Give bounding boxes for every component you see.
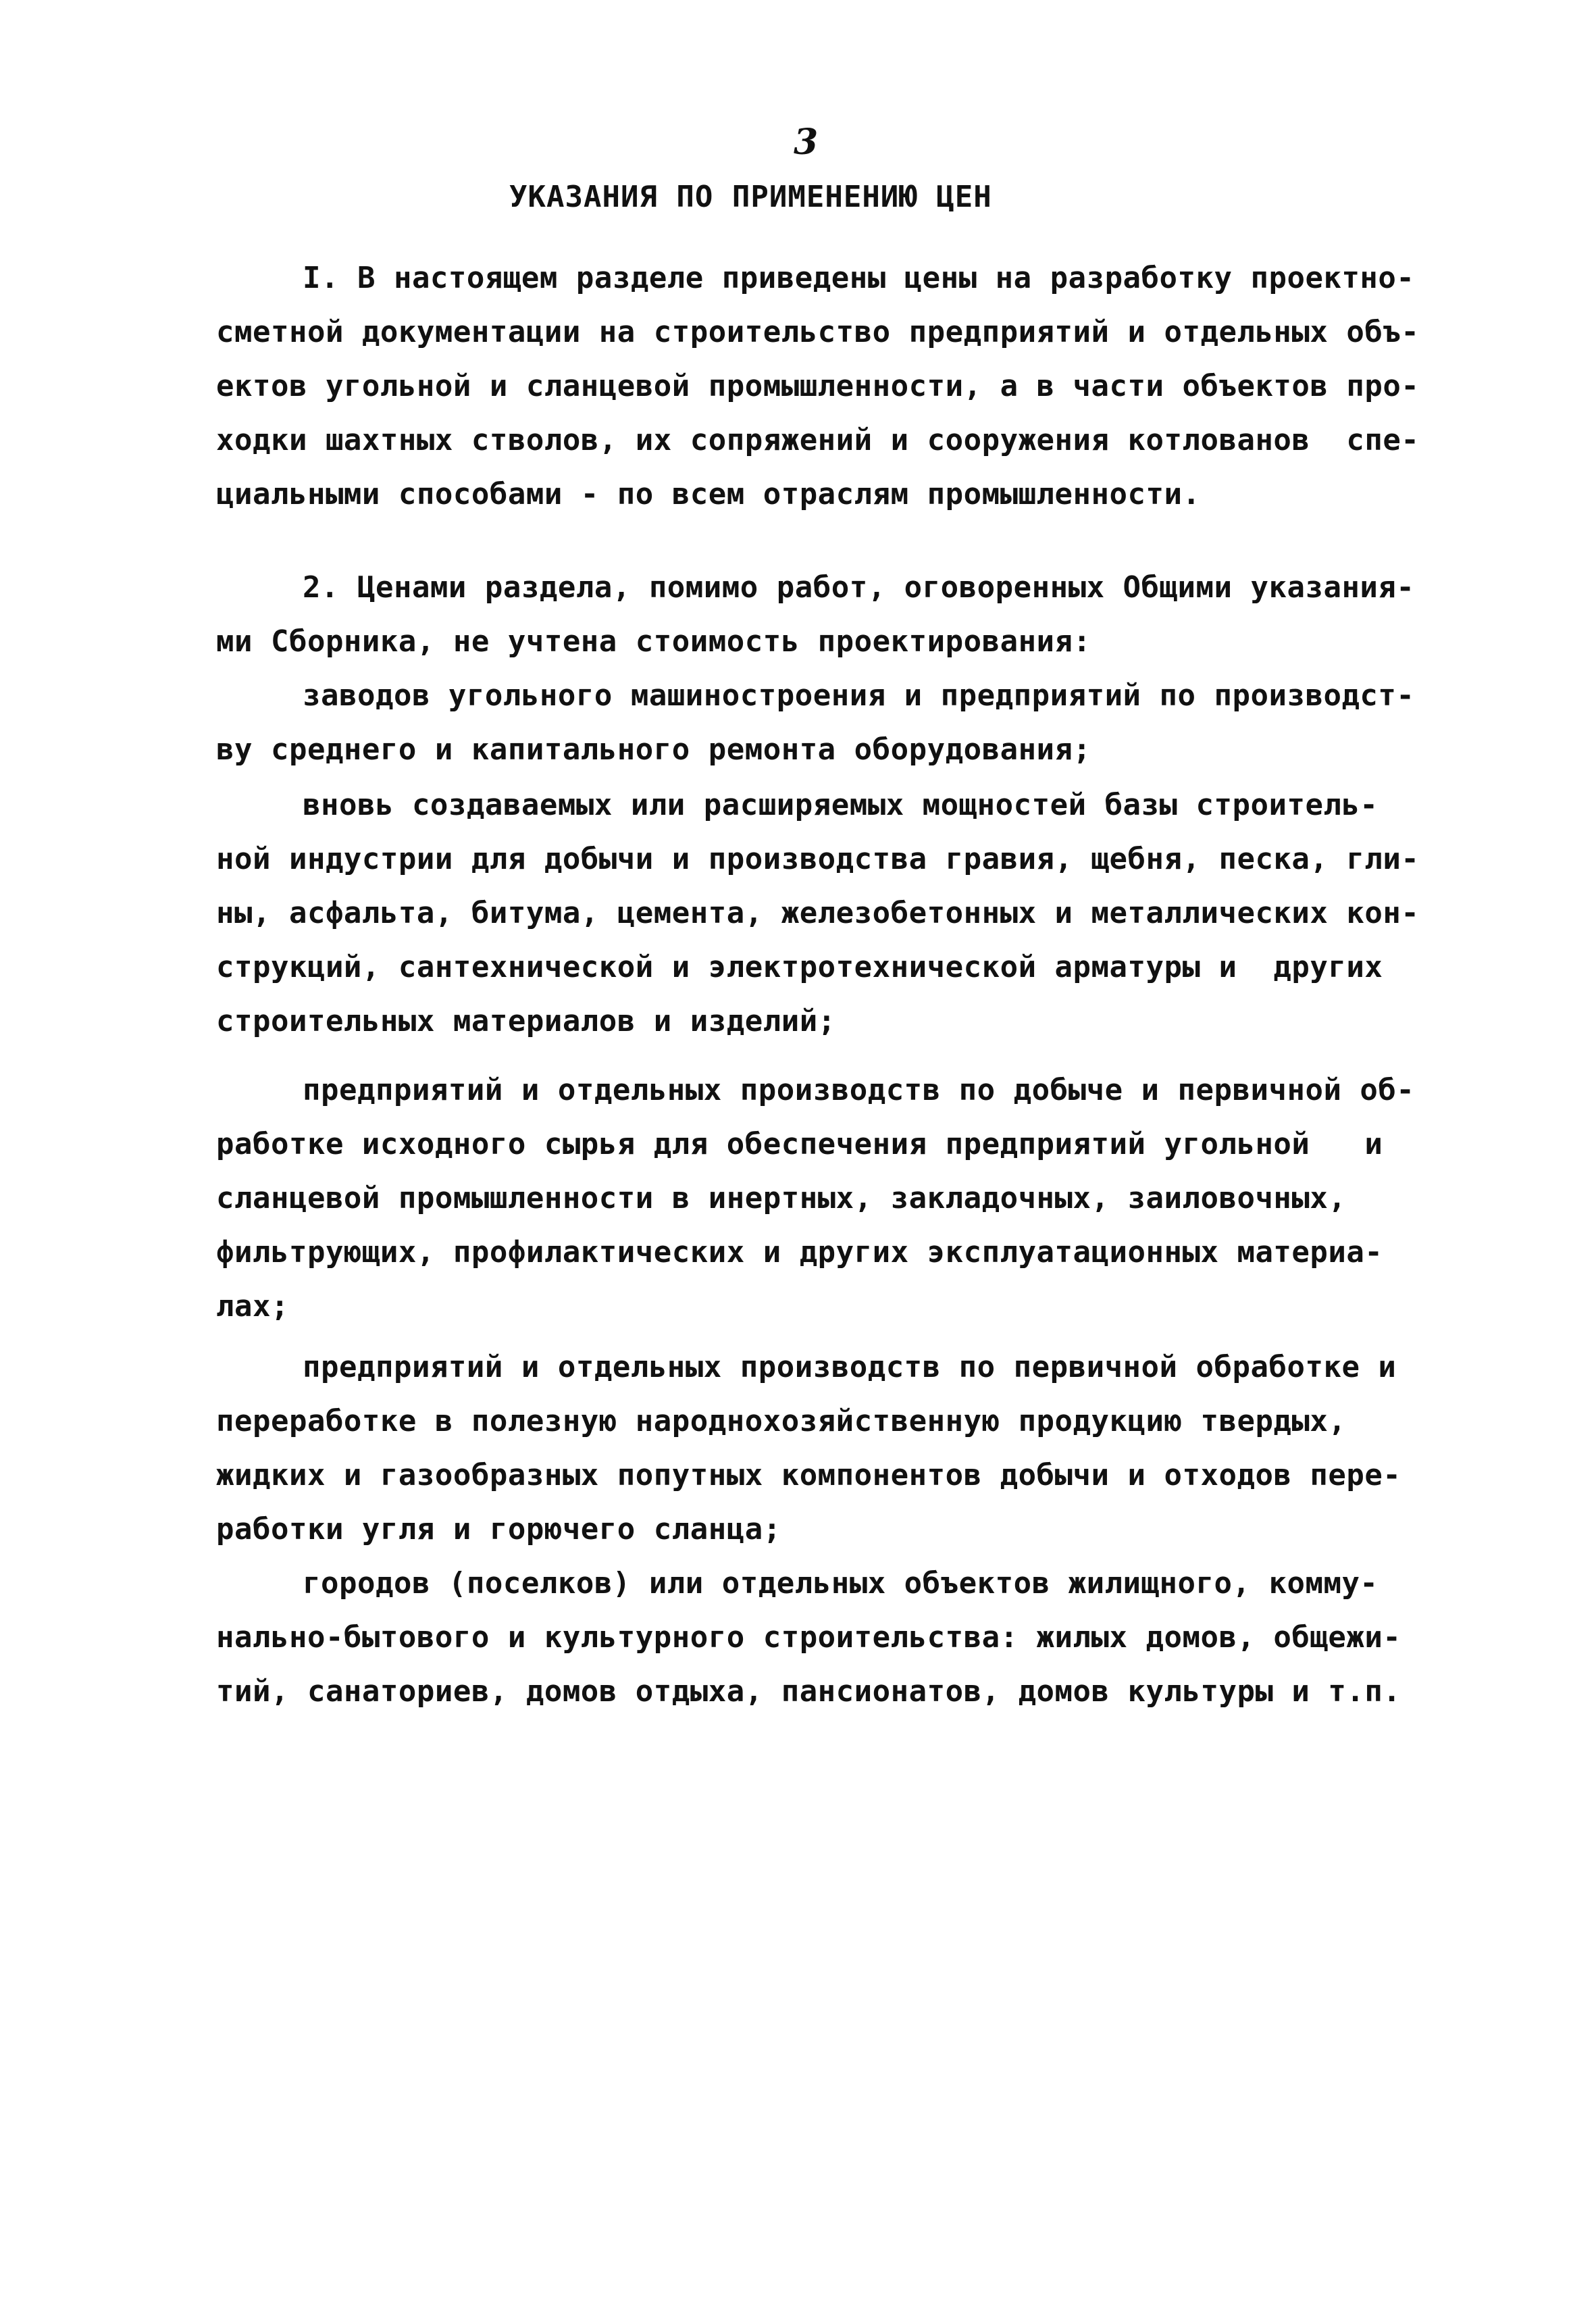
list-item-line: работке исходного сырья для обеспечения предприятий угольной и (216, 1127, 1383, 1161)
list-item-line: заводов угольного машиностроения и предприятий по производст- (303, 678, 1415, 713)
paragraph-1-line: I. В настоящем разделе приведены цены на разработку проектно- (303, 261, 1415, 295)
paragraph-1-line: сметной документации на строительство предприятий и отдельных объ- (216, 315, 1420, 349)
list-item-line: предприятий и отдельных производств по добыче и первичной об- (303, 1073, 1415, 1107)
list-item-line: лах; (216, 1289, 289, 1324)
list-item-line: предприятий и отдельных производств по первичной обработке и (303, 1350, 1397, 1384)
list-item-line: переработке в полезную народнохозяйственную продукцию твердых, (216, 1404, 1347, 1438)
list-item-line: струкций, сантехнической и электротехнической арматуры и других (216, 950, 1383, 984)
list-item-line: фильтрующих, профилактических и других эксплуатационных материа- (216, 1235, 1383, 1269)
list-item-line: вновь создаваемых или расширяемых мощностей базы строитель- (303, 788, 1379, 822)
list-item-line: жидких и газообразных попутных компонентов добычи и отходов пере- (216, 1458, 1401, 1492)
list-item-line: сланцевой промышленности в инертных, закладочных, заиловочных, (216, 1181, 1347, 1215)
paragraph-2-line: ми Сборника, не учтена стоимость проектирования: (216, 624, 1091, 659)
paragraph-2-line: 2. Ценами раздела, помимо работ, оговоренных Общими указания- (303, 570, 1415, 605)
list-item-line: тий, санаториев, домов отдыха, пансионатов, домов культуры и т.п. (216, 1674, 1401, 1709)
list-item-line: ны, асфальта, битума, цемента, железобетонных и металлических кон- (216, 896, 1420, 930)
list-item-line: работки угля и горючего сланца; (216, 1512, 781, 1546)
list-item-line: нально-бытового и культурного строительства: жилых домов, общежи- (216, 1620, 1401, 1655)
list-item-line: ной индустрии для добычи и производства гравия, щебня, песка, гли- (216, 842, 1420, 876)
list-item-line: ву среднего и капитального ремонта оборудования; (216, 732, 1091, 767)
list-item-line: городов (поселков) или отдельных объектов жилищного, комму- (303, 1566, 1379, 1601)
list-item-line: строительных материалов и изделий; (216, 1004, 836, 1038)
paragraph-1-line: циальными способами - по всем отраслям промышленности. (216, 477, 1201, 511)
paragraph-1-line: ектов угольной и сланцевой промышленности, а в части объектов про- (216, 369, 1420, 403)
page-number: 3 (794, 122, 819, 163)
section-heading: УКАЗАНИЯ ПО ПРИМЕНЕНИЮ ЦЕН (509, 180, 992, 214)
paragraph-1-line: ходки шахтных стволов, их сопряжений и сооружения котлованов спе- (216, 423, 1420, 457)
